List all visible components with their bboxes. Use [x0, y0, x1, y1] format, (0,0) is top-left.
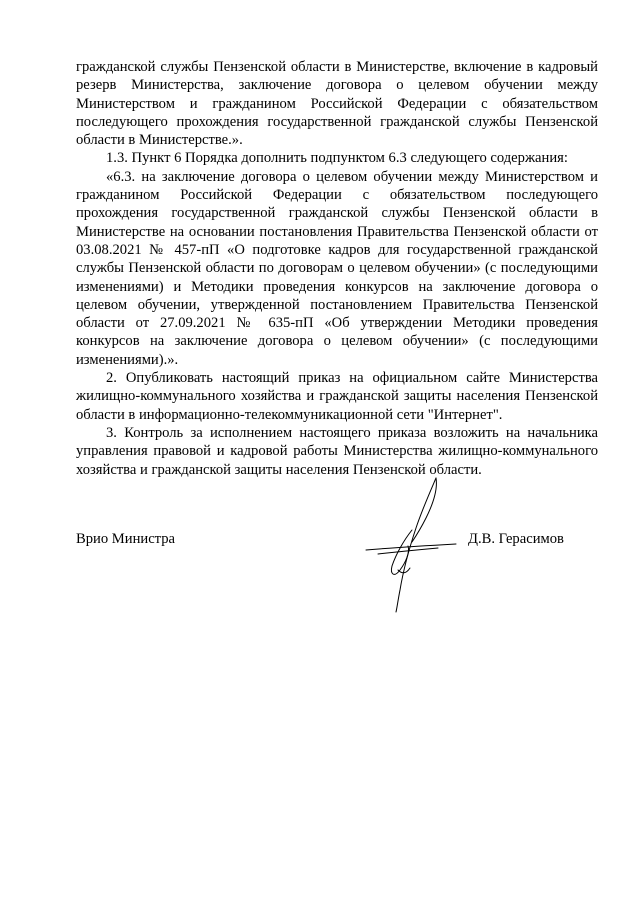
- paragraph-1-3: 1.3. Пункт 6 Порядка дополнить подпунктом 6.3 следующего содержания:: [106, 150, 568, 167]
- paragraph-3-control: 3. Контроль за исполнением настоящего приказа возложить на начальника управления правовой и кадровой работы Министерства жилищно-коммунального хозяйства и гражданской защиты населения Пензенской области.: [76, 424, 598, 478]
- signatory-name: Д.В. Герасимов: [468, 531, 564, 547]
- document-body: [76, 58, 598, 479]
- paragraph-6-3-quote: «6.3. на заключение договора о целевом обучении между Министерством и гражданином Российской Федерации с обязательством последующего прохождения государственной гражданской службы Пензенской области в Министерстве на основании постановления Правительства Пензенской области от 03.08.2021 № 457-пП «О подготовке кадров для государственной гражданской службы Пензенской области по договорам о целевом обучении» (с последующими изменениями) и Методики проведения конкурсов на заключение договора о целевом обучении, утвержденной постановлением Правительства Пензенской области от 27.09.2021 № 635-пП «Об утверждении Методики проведения конкурсов на заключение договора о целевом обучении» (с последующими изменениями).».: [76, 168, 598, 368]
- handwritten-signature: [360, 470, 460, 615]
- signatory-role: Врио Министра: [76, 531, 175, 547]
- paragraph-2-publish: 2. Опубликовать настоящий приказ на официальном сайте Министерства жилищно-коммунального хозяйства и гражданской защиты населения Пензенской области в информационно-телекоммуникационной сети "Интернет".: [76, 370, 598, 423]
- paragraph-continuation: гражданской службы Пензенской области в Министерстве, включение в кадровый резерв Министерства, заключение договора о целевом обучении между Министерством и гражданином Российской Федерации с обязательством последующего прохождения государственной гражданской службы Пензенской области в Министерстве.».: [76, 59, 598, 149]
